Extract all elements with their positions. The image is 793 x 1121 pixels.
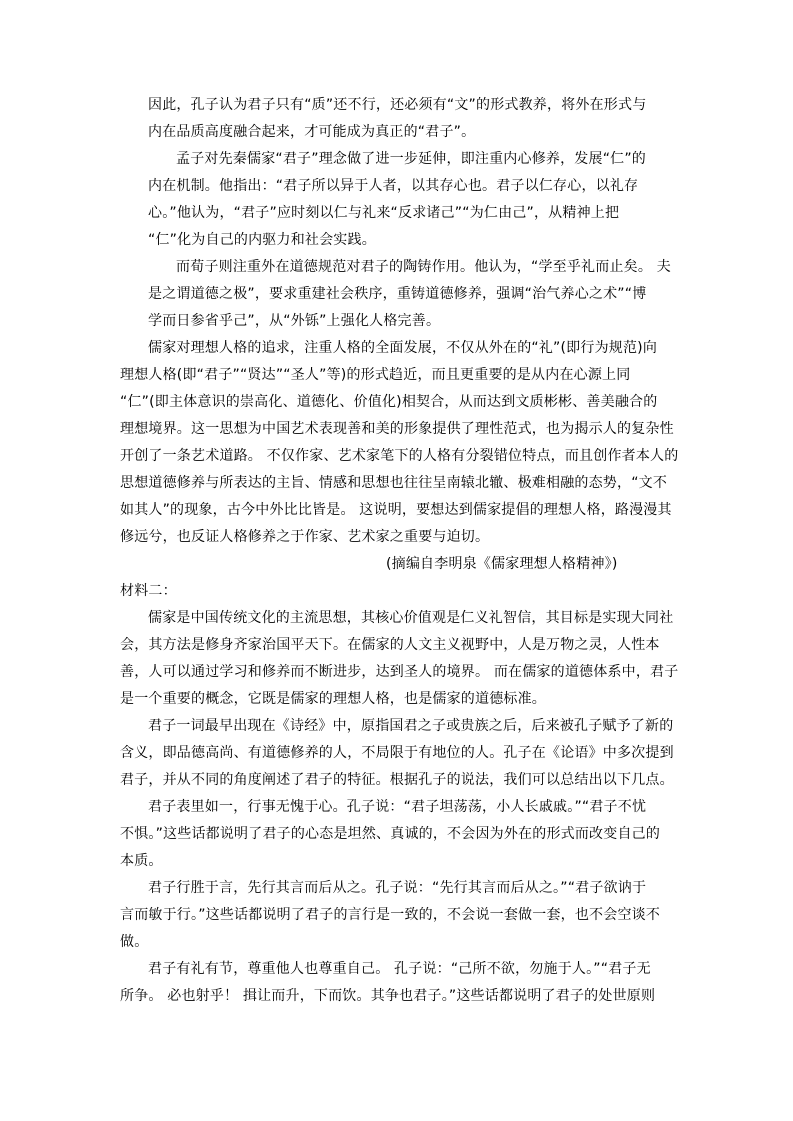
text-line: 做。: [120, 934, 149, 950]
text-line: 如其人”的现象，古今中外比比皆是。 这说明，要想达到儒家提倡的理想人格，路漫漫其: [120, 502, 672, 518]
text-line: 不惧。”这些话都说明了君子的心态是坦然、真诚的，不会因为外在的形式而改变自己的: [120, 826, 661, 842]
text-line: 君子行胜于言，先行其言而后从之。孔子说：“先行其言而后从之。”“君子欲讷于: [148, 880, 647, 896]
citation: (摘编自李明泉《儒家理想人格精神》): [386, 556, 618, 572]
text-line: 所争。 必也射乎！ 揖让而升，下而饮。其争也君子。”这些话都说明了君子的处世原则: [120, 988, 656, 1004]
text-line: 学而日参省乎己”，从“外铄”上强化人格完善。: [148, 313, 441, 329]
text-line: 孟子对先秦儒家“君子”理念做了进一步延伸，即注重内心修养，发展“仁”的: [176, 151, 647, 167]
text-line: 内在品质高度融合起来，才可能成为真正的“君子”。: [148, 124, 476, 140]
text-line: 内在机制。他指出：“君子所以异于人者，以其存心也。君子以仁存心，以礼存: [148, 178, 639, 194]
text-line: 是之谓道德之极”，要求重建社会秩序，重铸道德修养，强调“治气养心之术”“博: [148, 286, 647, 302]
text-line: 心。”他认为，“君子”应时刻以仁与礼来“反求诸己”“为仁由己”，从精神上把: [148, 205, 620, 221]
text-line: 儒家对理想人格的追求，注重人格的全面发展，不仅从外在的“礼”(即行为规范)向: [148, 340, 658, 356]
text-line: 是一个重要的概念，它既是儒家的理想人格，也是儒家的道德标准。: [120, 691, 546, 707]
text-line: 思想道德修养与所表达的主旨、情感和思想也往往呈南辕北辙、极难相融的态势，“文不: [120, 475, 668, 491]
text-line: 言而敏于行。”这些话都说明了君子的言行是一致的，不会说一套做一套，也不会空谈不: [120, 907, 661, 923]
text-line: 君子表里如一，行事无愧于心。孔子说：“君子坦荡荡，小人长戚戚。”“君子不忧: [148, 799, 647, 815]
text-line: 理想人格(即“君子”“贤达”“圣人”等)的形式趋近，而且更重要的是从内在心源上同: [120, 367, 631, 383]
text-line: 开创了一条艺术道路。 不仅作家、艺术家笔下的人格有分裂错位特点，而且创作者本人的: [120, 448, 679, 464]
text-line: 含义，即品德高尚、有道德修养的人，不局限于有地位的人。孔子在《论语》中多次提到: [120, 745, 674, 761]
text-line: 善，人可以通过学习和修养而不断进步，达到圣人的境界。 而在儒家的道德体系中，君子: [120, 664, 679, 680]
text-line: 因此，孔子认为君子只有“质”还不行，还必须有“文”的形式教养，将外在形式与: [148, 97, 647, 113]
text-line: “仁”化为自己的内驱力和社会实践。: [148, 232, 376, 248]
text-line: 会，其方法是修身齐家治国平天下。在儒家的人文主义视野中，人是万物之灵，人性本: [120, 637, 660, 653]
text-line: 君子，并从不同的角度阐述了君子的特征。根据孔子的说法，我们可以总结出以下几点。: [120, 772, 674, 788]
text-line: 理想境界。这一思想为中国艺术表现善和美的形象提供了理性范式，也为揭示人的复杂性: [120, 421, 674, 437]
text-line: 而荀子则注重外在道德规范对君子的陶铸作用。他认为，“学至乎礼而止矣。 夫: [176, 259, 671, 275]
text-line: 君子一词最早出现在《诗经》中，原指国君之子或贵族之后，后来被孔子赋予了新的: [148, 718, 674, 734]
text-line: “仁”(即主体意识的崇高化、道德化、价值化)相契合，从而达到文质彬彬、善美融合的: [120, 394, 658, 410]
section-heading: 材料二：: [120, 583, 177, 599]
text-line: 本质。: [120, 853, 163, 869]
text-line: 儒家是中国传统文化的主流思想，其核心价值观是仁义礼智信，其目标是实现大同社: [148, 610, 674, 626]
text-line: 君子有礼有节，尊重他人也尊重自己。 孔子说：“己所不欲，勿施于人。”“君子无: [148, 961, 651, 977]
text-line: 修远兮，也反证人格修养之于作家、艺术家之重要与迫切。: [120, 529, 490, 545]
